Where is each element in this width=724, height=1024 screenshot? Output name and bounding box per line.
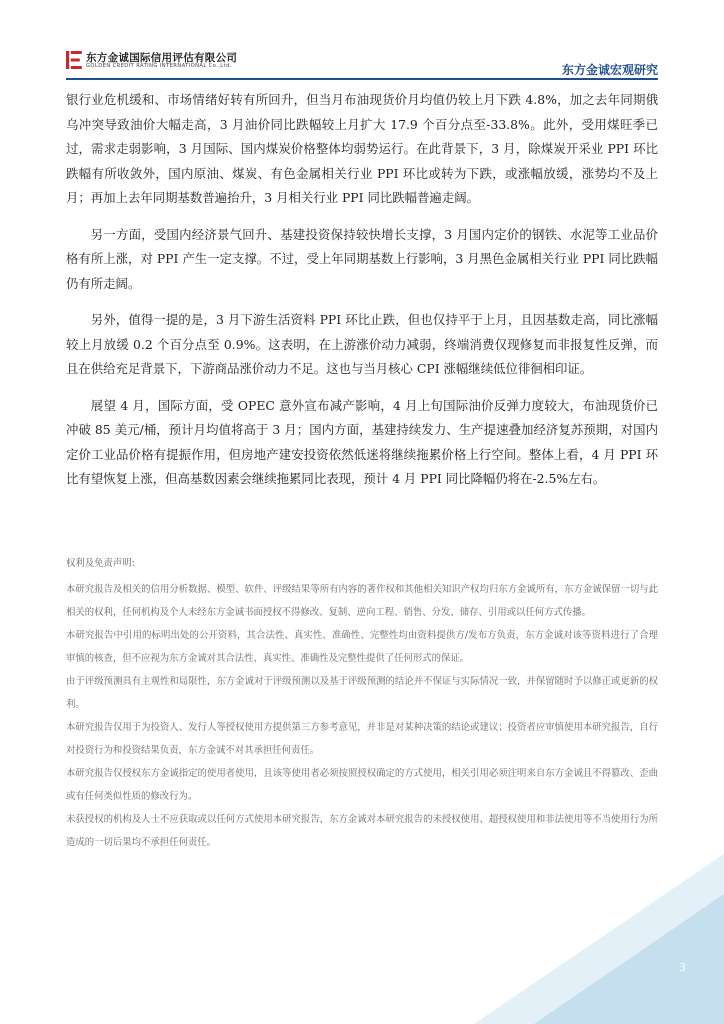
disclaimer-paragraph: 本研究报告仅用于为投资人、发行人等授权使用方提供第三方参考意见，并非是对某种决策的结论或建议；投资者应审慎使用本研究报告，自行对投资行为和投资结果负责，东方金诚不对其承担任何责任。: [66, 722, 658, 756]
company-name-en: GOLDEN CREDIT RATING INTERNATIONAL Co.,Ltd.: [86, 63, 232, 69]
body-paragraph: 另外，值得一提的是，3 月下游生活资料 PPI 环比止跌，但也仅持平于上月，且因基数走高，同比涨幅较上月放缓 0.2 个百分点至 0.9%。这表明，在上游涨价动力减弱，终端消费仅现修复而非报复性反弹，而且在供给充足背景下，下游商品涨价动力不足。这也与当月核心 CPI 涨幅继续低位徘徊相印证。: [66, 312, 658, 376]
header-divider: [66, 78, 658, 80]
disclaimer-paragraph: 未获授权的机构及人士不应获取或以任何方式使用本研究报告，东方金诚对本研究报告的未授权使用、超授权使用和非法使用等不当使用行为所造成的一切后果均不承担任何责任。: [66, 814, 658, 848]
company-name-cn: 东方金诚国际信用评估有限公司: [86, 52, 238, 64]
disclaimer-title: 权利及免责声明:: [66, 558, 135, 569]
corner-decoration: [474, 854, 724, 1024]
body-paragraph: 银行业危机缓和、市场情绪好转有所回升，但当月布油现货价月均值仍较上月下跌 4.8%，加之去年同期俄乌冲突导致油价大幅走高，3 月油价同比跌幅较上月扩大 17.9 个百分点至-33.8%。此外，受用煤旺季已过，需求走弱影响，3 月国际、国内煤炭价格整体均弱势运行。在此背景下，3 月，除煤炭开采业 PPI 环比跌幅有所收敛外，国内原油、煤炭、有色金属相关行业 PPI 环比或转为下跌，或涨幅放缓，涨势均不及上月；再加上去年同期基数普遍抬升，3 月相关行业 PPI 同比跌幅普遍走阔。: [66, 92, 658, 205]
disclaimer-paragraph: 由于评级预测具有主观性和局限性，东方金诚对于评级预测以及基于评级预测的结论并不保证与实际情况一致，并保留随时予以修正或更新的权利。: [66, 676, 658, 710]
page-header: [0, 0, 724, 80]
page-number: 3: [679, 961, 686, 974]
report-series-title: 东方金诚宏观研究: [561, 63, 658, 77]
body-paragraph: 展望 4 月，国际方面，受 OPEC 意外宣布减产影响，4 月上旬国际油价反弹力度较大，布油现货价已冲破 85 美元/桶，预计月均值将高于 3 月；国内方面，基建持续发力、生产提速叠加经济复苏预期，对国内定价工业品价格有提振作用，但房地产建安投资依然低迷将继续拖累价格上行空间。整体上看，4 月 PPI 环比有望恢复上涨，但高基数因素会继续拖累同比表现，预计 4 月 PPI 同比降幅仍将在-2.5%左右。: [66, 397, 658, 486]
logo-mark-icon: [66, 50, 82, 70]
disclaimer-section: [66, 556, 658, 854]
company-logo: [66, 50, 256, 72]
report-body: [66, 88, 658, 504]
disclaimer-paragraph: 本研究报告及相关的信用分析数据、模型、软件、评级结果等所有内容的著作权和其他相关知识产权均归东方金诚所有，东方金诚保留一切与此相关的权利，任何机构及个人未经东方金诚书面授权不得修改、复制、逆向工程、销售、分发、储存、引用或以任何方式传播。: [66, 584, 658, 618]
disclaimer-paragraph: 本研究报告仅授权东方金诚指定的使用者使用，且该等使用者必须按照授权确定的方式使用，相关引用必须注明来自东方金诚且不得篡改、歪曲或有任何类似性质的修改行为。: [66, 768, 658, 802]
disclaimer-paragraph: 本研究报告中引用的标明出处的公开资料，其合法性、真实性、准确性、完整性均由资料提供方/发布方负责，东方金诚对该等资料进行了合理审慎的核查，但不应视为东方金诚对其合法性、真实性、准确性及完整性提供了任何形式的保证。: [66, 630, 658, 664]
body-paragraph: 另一方面，受国内经济景气回升、基建投资保持较快增长支撑，3 月国内定价的钢铁、水泥等工业品价格有所上涨，对 PPI 产生一定支撑。不过，受上年同期基数上行影响，3 月黑色金属相关行业 PPI 同比跌幅仍有所走阔。: [66, 226, 658, 291]
